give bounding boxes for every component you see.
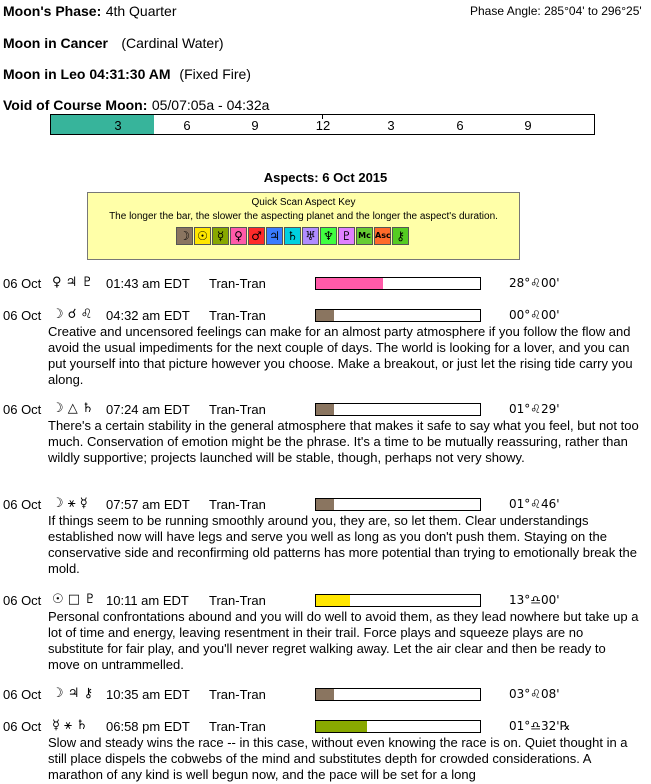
aspect-kind: Tran-Tran (209, 308, 266, 323)
timeline-tick: 12 (315, 118, 331, 133)
aspect-glyphs: ☽ △ ♄ (52, 401, 94, 416)
neptune-key-icon: ♆ (320, 227, 337, 245)
moon-phase-row (3, 3, 177, 21)
aspect-kind: Tran-Tran (209, 719, 266, 734)
jupiter-key-icon: ♃ (266, 227, 283, 245)
aspect-duration-bar (315, 277, 481, 290)
moon-sign-1-detail: (Cardinal Water) (121, 35, 224, 51)
phase-angle-row (470, 4, 642, 18)
timeline-tick: 6 (456, 118, 464, 133)
aspect-duration-bar (315, 594, 481, 607)
chiron-key-icon: ⚷ (392, 227, 409, 245)
aspect-time: 07:57 am EDT (106, 497, 190, 512)
aspect-date: 06 Oct (3, 276, 42, 291)
aspect-duration-bar (315, 309, 481, 322)
timeline-tick: 9 (251, 118, 259, 133)
moon-sign-2-detail: (Fixed Fire) (179, 66, 251, 82)
aspect-date: 06 Oct (3, 593, 42, 608)
aspect-glyphs: ☽ ☌ ♌ (52, 307, 93, 322)
aspect-duration-fill (316, 689, 334, 700)
aspect-time: 04:32 am EDT (106, 308, 190, 323)
timeline-tick: 3 (387, 118, 395, 133)
aspect-description: Personal confrontations abound and you will do well to avoid them, as they lead nowhere but take up a lot of time and energy, leaving resentment in their trail. Force plays and squeeze plays are no substitute for fair play, and you'll never regret walking away. Let the air clear and then be ready to move on untrammelled. (48, 609, 639, 672)
aspect-time: 10:35 am EDT (106, 687, 190, 702)
voc-label: Void of Course Moon: (3, 97, 148, 113)
void-of-course-row (3, 97, 269, 115)
aspect-position: 01°♎32'℞ (509, 719, 571, 733)
aspect-kind: Tran-Tran (209, 687, 266, 702)
aspect-duration-bar (315, 720, 481, 733)
key-title: Quick Scan Aspect Key (251, 197, 356, 208)
sun-key-icon: ☉ (194, 227, 211, 245)
aspect-duration-fill (316, 404, 334, 415)
aspect-date: 06 Oct (3, 687, 42, 702)
aspects-title: Aspects: 6 Oct 2015 (263, 170, 388, 185)
aspect-duration-fill (316, 499, 334, 510)
void-of-course-timeline (50, 114, 595, 135)
aspect-position: 28°♌00' (509, 276, 560, 290)
aspect-duration-bar (315, 688, 481, 701)
aspect-glyphs: ☽ ⚹ ☿ (52, 496, 88, 511)
voc-value: 05/07:05a - 04:32a (151, 97, 270, 113)
aspect-position: 01°♌29' (509, 402, 560, 416)
aspect-glyphs: ☿ ⚹ ♄ (52, 718, 88, 733)
moon-phase-label: Moon's Phase: (3, 3, 102, 19)
aspect-duration-bar (315, 498, 481, 511)
aspect-date: 06 Oct (3, 308, 42, 323)
aspect-time: 01:43 am EDT (106, 276, 190, 291)
aspect-description: Slow and steady wins the race -- in this case, without even knowing the race is on. Quiet thought in a still place dispels the cobwebs of the mind and substitutes depth for crowded considerations. A marathon of any kind is well begun now, and the pace will be set for a long (48, 735, 628, 782)
quick-scan-key (87, 192, 520, 260)
aspect-time: 06:58 pm EDT (106, 719, 190, 734)
aspect-description: Creative and uncensored feelings can make for an almost party atmosphere if you follow the flow and avoid the usual impediments for the next couple of days. The world is looking for a lover, and you can put yourself into that picture however you choose. Make a breakout, or just let the rising tide carry you along. (48, 324, 633, 387)
aspect-date: 06 Oct (3, 497, 42, 512)
aspect-duration-fill (316, 310, 334, 321)
mc-key-icon: Mc (356, 227, 373, 245)
aspect-time: 10:11 am EDT (106, 593, 189, 608)
moon-key-icon: ☽ (176, 227, 193, 245)
key-glyph-row (176, 227, 410, 247)
aspect-position: 13°♎00' (509, 593, 560, 607)
moon-sign-1-title: Moon in Cancer (3, 35, 109, 51)
saturn-key-icon: ♄ (284, 227, 301, 245)
timeline-tick: 9 (524, 118, 532, 133)
aspect-description: There's a certain stability in the general atmosphere that makes it safe to say what you feel, but not too much. Conservation of emotion might be the phrase. It's a time to be mutually reassuring, rather than wildly supportive; projects launched will be stable, though, perhaps not very showy. (48, 418, 639, 465)
timeline-tick: 3 (114, 118, 122, 133)
aspect-kind: Tran-Tran (209, 276, 266, 291)
aspect-kind: Tran-Tran (209, 593, 266, 608)
uranus-key-icon: ♅ (302, 227, 319, 245)
moon-in-sign-2 (3, 66, 251, 84)
aspect-description: If things seem to be running smoothly around you, they are, so let them. Clear understandings established now will have legs and serve you well as long as you don't push them. Staying on the conservative side and reconfirming old patterns has more potential than trying to emotionally break the mold. (48, 513, 637, 576)
aspect-duration-bar (315, 403, 481, 416)
moon-in-sign-1 (3, 35, 224, 53)
aspect-kind: Tran-Tran (209, 497, 266, 512)
mars-key-icon: ♂ (248, 227, 265, 245)
aspect-duration-fill (316, 595, 350, 606)
phase-angle-value: 285°04' to 296°25' (544, 4, 642, 18)
mercury-key-icon: ☿ (212, 227, 229, 245)
venus-key-icon: ♀ (230, 227, 247, 245)
key-subtitle: The longer the bar, the slower the aspecting planet and the longer the aspect's duration. (109, 211, 498, 222)
phase-angle-label: Phase Angle: (470, 4, 541, 18)
aspect-kind: Tran-Tran (209, 402, 266, 417)
voc-timeline-fill (51, 115, 154, 134)
aspect-glyphs: ☽ ♃ ⚷ (52, 686, 94, 701)
aspect-glyphs: ♀ ♃ ♇ (52, 275, 94, 290)
asc-key-icon: Asc (374, 227, 391, 245)
pluto-key-icon: ♇ (338, 227, 355, 245)
aspect-position: 03°♌08' (509, 687, 560, 701)
aspect-date: 06 Oct (3, 402, 42, 417)
aspect-duration-fill (316, 278, 383, 289)
moon-sign-2-title: Moon in Leo 04:31:30 AM (3, 66, 171, 82)
aspect-position: 00°♌00' (509, 308, 560, 322)
aspect-time: 07:24 am EDT (106, 402, 190, 417)
timeline-tick: 6 (183, 118, 191, 133)
aspect-position: 01°♌46' (509, 497, 560, 511)
aspect-duration-fill (316, 721, 367, 732)
aspect-glyphs: ☉ □ ♇ (52, 592, 96, 607)
moon-phase-value: 4th Quarter (105, 3, 177, 19)
aspect-date: 06 Oct (3, 719, 42, 734)
